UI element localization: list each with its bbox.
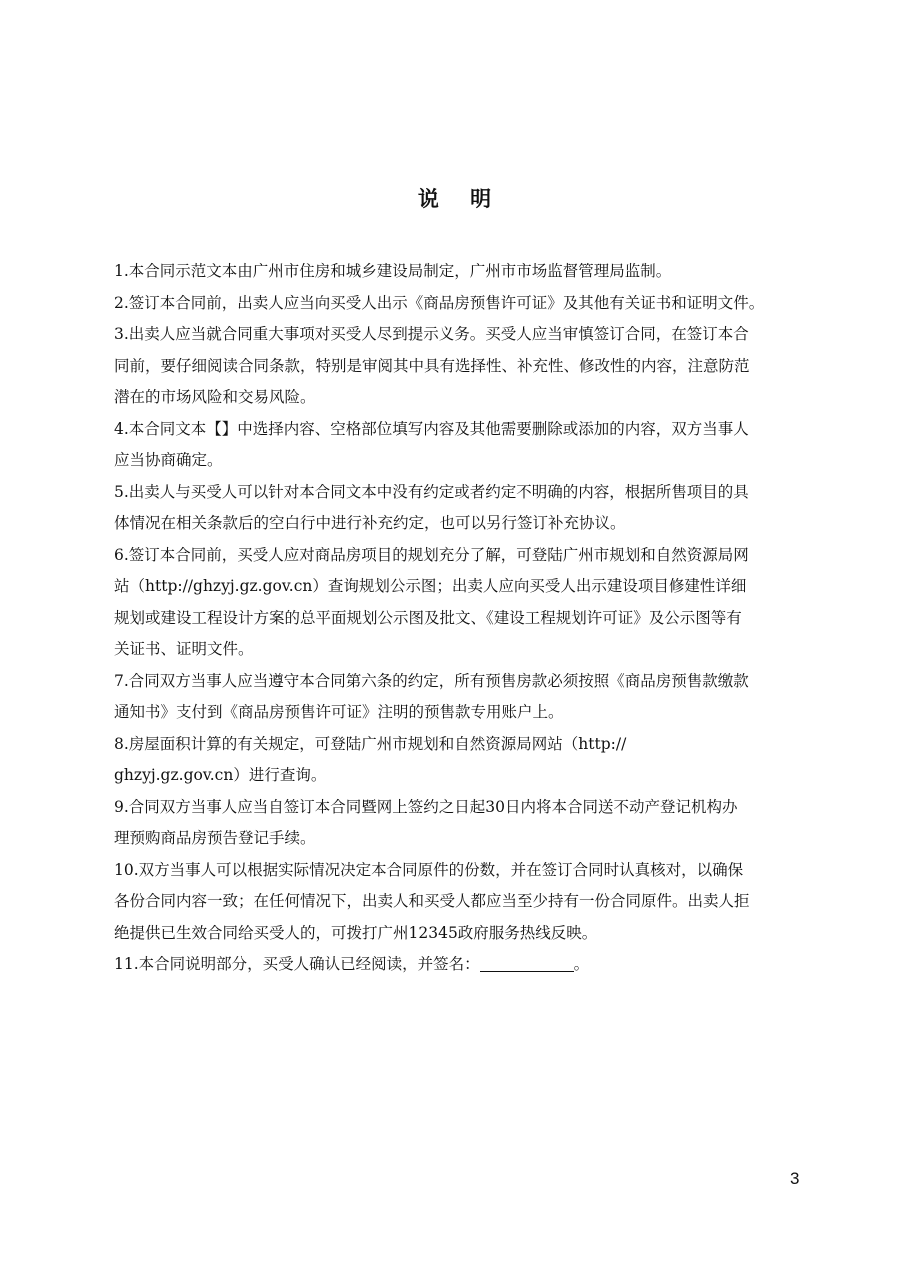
instruction-item-5	[114, 477, 804, 540]
signature-prompt: 11.本合同说明部分，买受人确认已经阅读，并签名：	[114, 955, 480, 973]
instruction-line: 7.合同双方当事人应当遵守本合同第六条的约定，所有预售房款必须按照《商品房预售款缴款	[114, 671, 749, 690]
instruction-item-1	[114, 256, 804, 288]
signature-blank-field[interactable]	[480, 953, 574, 972]
instruction-item-7	[114, 666, 804, 729]
instruction-line: 应当协商确定。	[114, 451, 223, 469]
instruction-line: ghzyj.gz.gov.cn）进行查询。	[114, 766, 327, 784]
instruction-line: 5.出卖人与买受人可以针对本合同文本中没有约定或者约定不明确的内容，根据所售项目的具	[114, 482, 749, 501]
instruction-item-2	[114, 288, 804, 320]
instruction-line: 潜在的市场风险和交易风险。	[114, 388, 316, 406]
instruction-line: 4.本合同文本【】中选择内容、空格部位填写内容及其他需要删除或添加的内容，双方当事人	[114, 419, 749, 438]
signature-suffix: 。	[573, 955, 590, 973]
instruction-line: 9.合同双方当事人应当自签订本合同暨网上签约之日起30日内将本合同送不动产登记机构办	[114, 797, 738, 816]
instruction-item-9	[114, 792, 804, 855]
instruction-item-4	[114, 414, 804, 477]
instruction-line: 规划或建设工程设计方案的总平面规划公示图及批文、《建设工程规划许可证》及公示图等有	[114, 608, 742, 627]
instruction-item-6	[114, 540, 804, 666]
instruction-line: 6.签订本合同前，买受人应对商品房项目的规划充分了解，可登陆广州市规划和自然资源局网	[114, 545, 749, 564]
instruction-line: 关证书、证明文件。	[114, 640, 254, 658]
instruction-item-10	[114, 855, 804, 950]
instruction-line-signature	[114, 949, 804, 981]
instruction-line: 同前，要仔细阅读合同条款，特别是审阅其中具有选择性、补充性、修改性的内容，注意防范	[114, 356, 750, 375]
instruction-line: 10.双方当事人可以根据实际情况决定本合同原件的份数，并在签订合同时认真核对，以确保	[114, 860, 744, 879]
instruction-item-11	[114, 949, 804, 981]
instruction-line: 站（http://ghzyj.gz.gov.cn）查询规划公示图；出卖人应向买受人出示建设项目修建性详细	[114, 577, 747, 595]
instruction-line: 通知书》支付到《商品房预售许可证》注明的预售款专用账户上。	[114, 703, 564, 721]
page-number: 3	[790, 1169, 800, 1188]
page-title: 说 明	[417, 187, 504, 211]
instruction-line: 1.本合同示范文本由广州市住房和城乡建设局制定，广州市市场监督管理局监制。	[114, 262, 672, 280]
instruction-line: 绝提供已生效合同给买受人的，可拨打广州12345政府服务热线反映。	[114, 923, 598, 942]
instruction-line: 理预购商品房预告登记手续。	[114, 829, 316, 847]
instructions-body	[114, 256, 804, 981]
instruction-line: 各份合同内容一致；在任何情况下，出卖人和买受人都应当至少持有一份合同原件。出卖人拒	[114, 892, 750, 910]
instruction-line: 体情况在相关条款后的空白行中进行补充约定，也可以另行签订补充协议。	[114, 514, 626, 532]
instruction-line: 3.出卖人应当就合同重大事项对买受人尽到提示义务。买受人应当审慎签订合同，在签订本合	[114, 325, 749, 343]
instruction-line: 8.房屋面积计算的有关规定，可登陆广州市规划和自然资源局网站（http://	[114, 734, 627, 753]
instruction-line: 2.签订本合同前，出卖人应当向买受人出示《商品房预售许可证》及其他有关证书和证明文件。	[114, 293, 765, 312]
instruction-item-8	[114, 729, 804, 792]
instruction-item-3	[114, 319, 804, 414]
